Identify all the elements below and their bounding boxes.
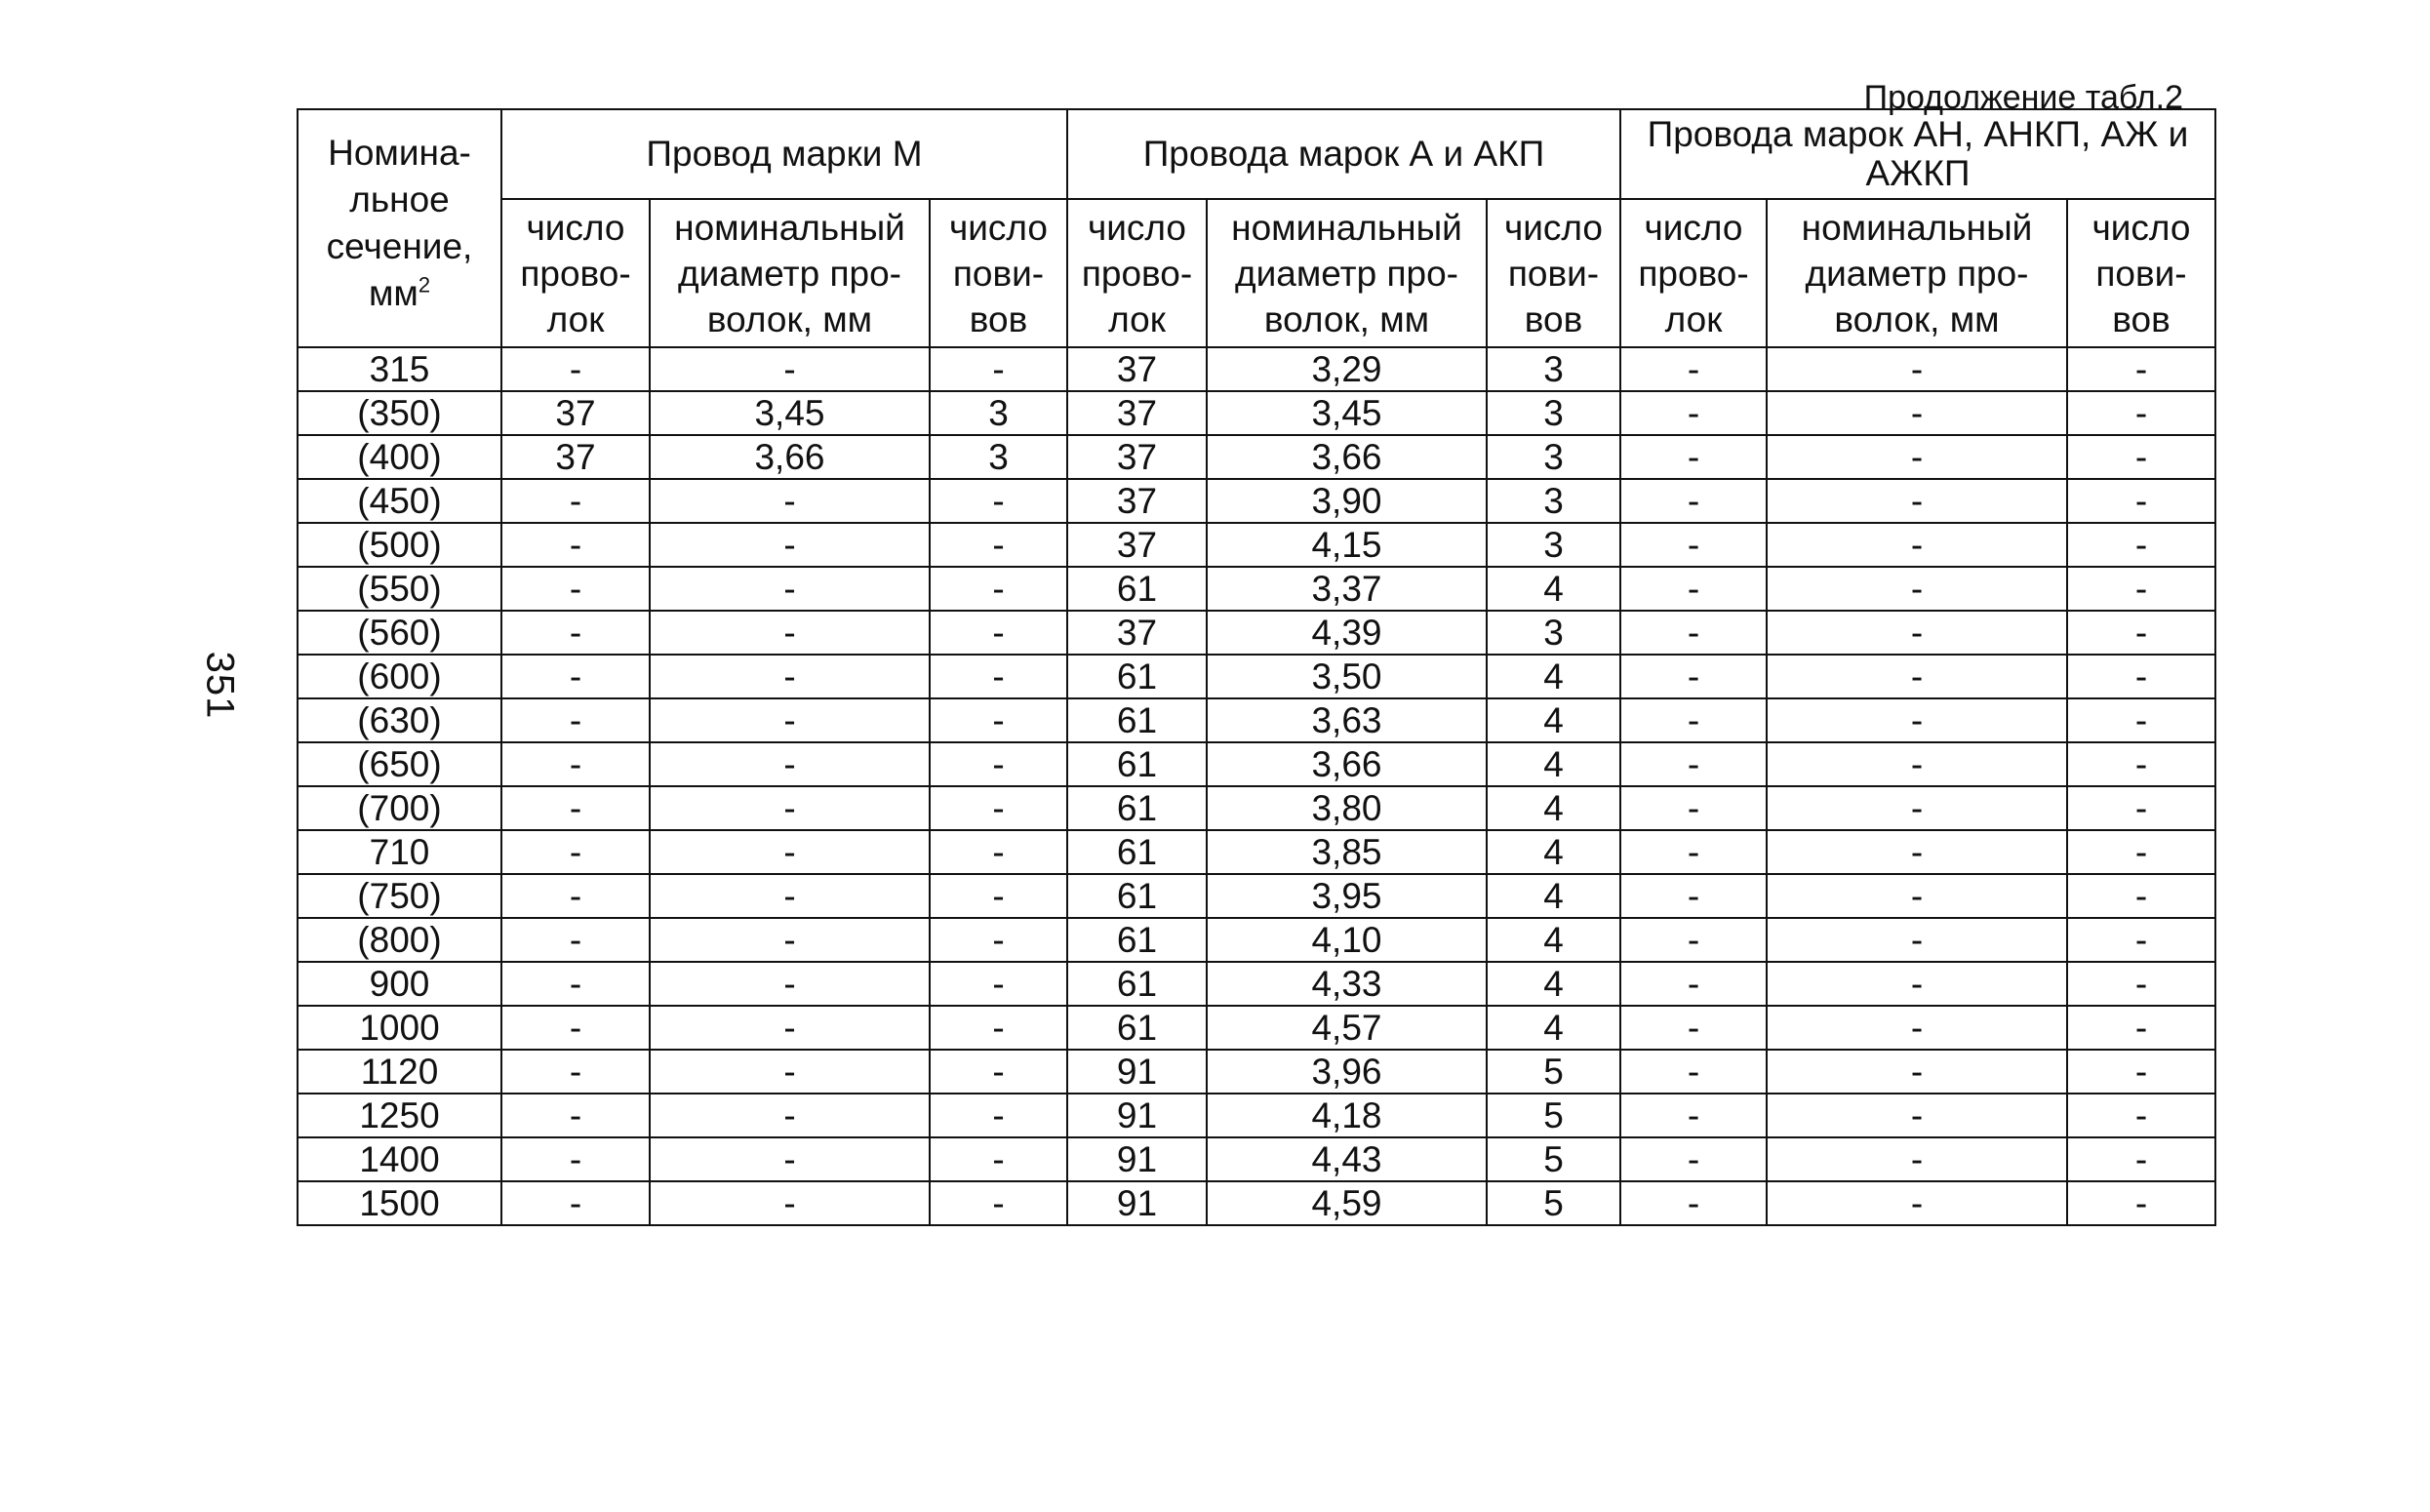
cell-a-twists: 5 xyxy=(1487,1137,1620,1181)
cell-an-twists: - xyxy=(2067,918,2215,962)
cell-an-wire-count: - xyxy=(1620,435,1767,479)
cell-m-twists: - xyxy=(930,918,1067,962)
header-sub-line: прово- xyxy=(1638,253,1749,294)
cell-nominal-section: (630) xyxy=(298,698,501,742)
cell-an-wire-diameter: - xyxy=(1767,742,2067,786)
cell-an-wire-diameter: - xyxy=(1767,523,2067,567)
cell-m-wire-count: - xyxy=(501,698,650,742)
header-sub-count-wires-2 xyxy=(1067,199,1207,347)
cell-a-wire-count: 61 xyxy=(1067,786,1207,830)
cell-an-wire-diameter: - xyxy=(1767,567,2067,611)
table-row xyxy=(298,698,2215,742)
cell-an-twists: - xyxy=(2067,786,2215,830)
cell-nominal-section: 1000 xyxy=(298,1006,501,1050)
cell-nominal-section: (350) xyxy=(298,391,501,435)
cell-m-wire-diameter: - xyxy=(650,698,930,742)
cell-m-wire-count: - xyxy=(501,1050,650,1094)
header-sub-line: волок, мм xyxy=(1263,298,1430,339)
cell-an-wire-count: - xyxy=(1620,391,1767,435)
cell-nominal-section: 1120 xyxy=(298,1050,501,1094)
table-row xyxy=(298,874,2215,918)
cell-m-twists: - xyxy=(930,1050,1067,1094)
cell-nominal-section: 1500 xyxy=(298,1181,501,1225)
cell-a-twists: 3 xyxy=(1487,479,1620,523)
cell-a-twists: 5 xyxy=(1487,1094,1620,1137)
cell-m-wire-count: - xyxy=(501,611,650,655)
cell-nominal-section: (400) xyxy=(298,435,501,479)
header-sub-diameter-1 xyxy=(650,199,930,347)
cell-a-twists: 4 xyxy=(1487,1006,1620,1050)
cell-a-wire-diameter: 3,95 xyxy=(1207,874,1487,918)
cell-an-wire-diameter: - xyxy=(1767,830,2067,874)
cell-an-wire-count: - xyxy=(1620,567,1767,611)
table-row xyxy=(298,1006,2215,1050)
cell-a-wire-count: 61 xyxy=(1067,918,1207,962)
cell-an-wire-diameter: - xyxy=(1767,1181,2067,1225)
cell-m-twists: - xyxy=(930,1094,1067,1137)
cell-m-twists: - xyxy=(930,786,1067,830)
cell-a-wire-count: 37 xyxy=(1067,611,1207,655)
header-sub-line: прово- xyxy=(1081,253,1193,294)
cell-m-twists: - xyxy=(930,698,1067,742)
cell-a-wire-diameter: 3,29 xyxy=(1207,347,1487,391)
cell-an-wire-diameter: - xyxy=(1767,698,2067,742)
cell-m-wire-count: - xyxy=(501,567,650,611)
cell-a-twists: 5 xyxy=(1487,1050,1620,1094)
header-sub-twists-3 xyxy=(2067,199,2215,347)
cell-an-twists: - xyxy=(2067,347,2215,391)
cell-a-wire-diameter: 3,45 xyxy=(1207,391,1487,435)
cell-nominal-section: (560) xyxy=(298,611,501,655)
cell-an-wire-count: - xyxy=(1620,347,1767,391)
header-sub-line: пови- xyxy=(1507,253,1600,294)
cell-nominal-section: (450) xyxy=(298,479,501,523)
cell-nominal-section: (650) xyxy=(298,742,501,786)
cell-an-twists: - xyxy=(2067,1137,2215,1181)
cell-m-wire-diameter: - xyxy=(650,918,930,962)
cell-m-twists: - xyxy=(930,830,1067,874)
header-sub-twists-2 xyxy=(1487,199,1620,347)
cell-m-wire-count: - xyxy=(501,523,650,567)
table-row xyxy=(298,611,2215,655)
cell-m-twists: - xyxy=(930,655,1067,698)
table-row xyxy=(298,347,2215,391)
header-sub-line: лок xyxy=(546,298,605,339)
cell-a-wire-diameter: 3,37 xyxy=(1207,567,1487,611)
cell-an-wire-count: - xyxy=(1620,874,1767,918)
cell-nominal-section: 710 xyxy=(298,830,501,874)
cell-a-twists: 5 xyxy=(1487,1181,1620,1225)
cell-an-wire-count: - xyxy=(1620,1050,1767,1094)
cell-an-twists: - xyxy=(2067,1094,2215,1137)
cell-m-wire-diameter: - xyxy=(650,742,930,786)
cell-a-twists: 3 xyxy=(1487,523,1620,567)
cell-an-wire-count: - xyxy=(1620,1006,1767,1050)
cell-an-twists: - xyxy=(2067,874,2215,918)
table-row xyxy=(298,655,2215,698)
cell-m-twists: - xyxy=(930,523,1067,567)
cell-an-wire-diameter: - xyxy=(1767,435,2067,479)
cell-nominal-section: (550) xyxy=(298,567,501,611)
header-sub-line: прово- xyxy=(520,253,631,294)
cell-a-twists: 3 xyxy=(1487,435,1620,479)
cell-an-wire-diameter: - xyxy=(1767,874,2067,918)
cell-an-wire-diameter: - xyxy=(1767,1050,2067,1094)
cell-a-wire-diameter: 4,33 xyxy=(1207,962,1487,1006)
cell-m-twists: - xyxy=(930,611,1067,655)
cell-m-wire-count: - xyxy=(501,1006,650,1050)
cell-an-wire-diameter: - xyxy=(1767,918,2067,962)
header-nominal-unit: мм xyxy=(368,273,418,313)
cell-an-twists: - xyxy=(2067,1181,2215,1225)
header-sub-line: число xyxy=(1087,207,1187,248)
cell-a-twists: 4 xyxy=(1487,786,1620,830)
cell-m-wire-diameter: - xyxy=(650,479,930,523)
cell-an-wire-diameter: - xyxy=(1767,391,2067,435)
table-row xyxy=(298,742,2215,786)
cell-an-wire-diameter: - xyxy=(1767,479,2067,523)
header-nominal-line-3: сечение, xyxy=(326,226,473,266)
header-row-groups xyxy=(298,109,2215,199)
cell-a-wire-count: 61 xyxy=(1067,1006,1207,1050)
header-sub-diameter-2 xyxy=(1207,199,1487,347)
cell-an-wire-diameter: - xyxy=(1767,1006,2067,1050)
cell-m-wire-diameter: - xyxy=(650,347,930,391)
cell-a-wire-diameter: 3,63 xyxy=(1207,698,1487,742)
cell-m-wire-count: 37 xyxy=(501,435,650,479)
cell-a-twists: 4 xyxy=(1487,567,1620,611)
header-sub-line: вов xyxy=(969,298,1028,339)
cell-an-wire-diameter: - xyxy=(1767,347,2067,391)
header-sub-line: вов xyxy=(2112,298,2171,339)
cell-m-twists: - xyxy=(930,347,1067,391)
header-sub-line: волок, мм xyxy=(706,298,873,339)
header-group-a-akp: Провода марок А и АКП xyxy=(1067,109,1620,199)
header-nominal-line-1: Номина- xyxy=(328,133,471,173)
cell-m-twists: - xyxy=(930,1181,1067,1225)
cell-an-wire-count: - xyxy=(1620,1181,1767,1225)
cell-m-wire-diameter: - xyxy=(650,523,930,567)
table-row xyxy=(298,523,2215,567)
header-sub-line: пови- xyxy=(952,253,1045,294)
header-nominal-section xyxy=(298,109,501,347)
cell-nominal-section: 1400 xyxy=(298,1137,501,1181)
table-row xyxy=(298,1181,2215,1225)
cell-m-twists: - xyxy=(930,1006,1067,1050)
cell-m-wire-diameter: 3,66 xyxy=(650,435,930,479)
cell-nominal-section: (500) xyxy=(298,523,501,567)
cell-an-wire-count: - xyxy=(1620,698,1767,742)
cell-a-wire-diameter: 4,59 xyxy=(1207,1181,1487,1225)
cell-m-twists: - xyxy=(930,1137,1067,1181)
cell-a-wire-count: 37 xyxy=(1067,479,1207,523)
cell-a-wire-count: 37 xyxy=(1067,391,1207,435)
header-sub-line: число xyxy=(1503,207,1604,248)
header-sub-line: номинальный xyxy=(674,207,905,248)
cell-a-twists: 3 xyxy=(1487,611,1620,655)
cell-m-wire-count: - xyxy=(501,874,650,918)
cell-m-wire-diameter: - xyxy=(650,655,930,698)
cell-m-wire-diameter: - xyxy=(650,567,930,611)
cell-a-wire-count: 91 xyxy=(1067,1181,1207,1225)
cell-a-wire-count: 61 xyxy=(1067,655,1207,698)
cell-nominal-section: (750) xyxy=(298,874,501,918)
cell-m-wire-count: - xyxy=(501,830,650,874)
cell-a-twists: 4 xyxy=(1487,742,1620,786)
cell-an-wire-diameter: - xyxy=(1767,1137,2067,1181)
cell-m-twists: 3 xyxy=(930,391,1067,435)
cell-m-wire-count: - xyxy=(501,786,650,830)
table-row xyxy=(298,567,2215,611)
cell-nominal-section: 315 xyxy=(298,347,501,391)
cell-an-twists: - xyxy=(2067,1006,2215,1050)
cell-m-wire-count: - xyxy=(501,1094,650,1137)
cell-a-twists: 4 xyxy=(1487,698,1620,742)
cell-nominal-section: (800) xyxy=(298,918,501,962)
cell-m-wire-count: - xyxy=(501,962,650,1006)
header-sub-count-wires-3 xyxy=(1620,199,1767,347)
cell-an-twists: - xyxy=(2067,435,2215,479)
cell-m-wire-count: - xyxy=(501,479,650,523)
cell-a-wire-diameter: 4,18 xyxy=(1207,1094,1487,1137)
header-sub-diameter-3 xyxy=(1767,199,2067,347)
table-row xyxy=(298,479,2215,523)
cell-an-twists: - xyxy=(2067,698,2215,742)
cell-m-wire-diameter: - xyxy=(650,786,930,830)
cell-m-twists: - xyxy=(930,742,1067,786)
header-sub-line: лок xyxy=(1108,298,1166,339)
header-sub-line: номинальный xyxy=(1801,207,2033,248)
cell-m-wire-count: - xyxy=(501,1181,650,1225)
cell-a-twists: 4 xyxy=(1487,830,1620,874)
header-sub-line: число xyxy=(2091,207,2191,248)
cell-an-wire-count: - xyxy=(1620,962,1767,1006)
cell-an-twists: - xyxy=(2067,523,2215,567)
cell-m-wire-count: 37 xyxy=(501,391,650,435)
header-sub-line: пови- xyxy=(2095,253,2187,294)
cell-m-twists: - xyxy=(930,962,1067,1006)
cell-an-twists: - xyxy=(2067,830,2215,874)
cell-an-wire-diameter: - xyxy=(1767,786,2067,830)
cell-a-wire-diameter: 3,50 xyxy=(1207,655,1487,698)
header-sub-line: диаметр про- xyxy=(678,253,901,294)
cell-a-wire-count: 61 xyxy=(1067,698,1207,742)
table-row xyxy=(298,1137,2215,1181)
cell-an-wire-count: - xyxy=(1620,523,1767,567)
cell-a-wire-diameter: 3,96 xyxy=(1207,1050,1487,1094)
cell-a-wire-diameter: 3,66 xyxy=(1207,435,1487,479)
cell-a-wire-count: 91 xyxy=(1067,1050,1207,1094)
cell-m-wire-count: - xyxy=(501,655,650,698)
header-sub-line: число xyxy=(526,207,625,248)
cell-a-wire-diameter: 4,15 xyxy=(1207,523,1487,567)
cell-m-twists: - xyxy=(930,874,1067,918)
header-sub-count-wires-1 xyxy=(501,199,650,347)
cell-an-twists: - xyxy=(2067,1050,2215,1094)
header-group-an-ankp: Провода марок АН, АНКП, АЖ и АЖКП xyxy=(1620,109,2215,199)
cell-m-wire-diameter: - xyxy=(650,1050,930,1094)
cell-a-twists: 3 xyxy=(1487,347,1620,391)
cell-an-twists: - xyxy=(2067,742,2215,786)
header-sub-line: лок xyxy=(1664,298,1723,339)
cell-an-wire-diameter: - xyxy=(1767,962,2067,1006)
cell-nominal-section: 900 xyxy=(298,962,501,1006)
header-sub-line: диаметр про- xyxy=(1805,253,2029,294)
cell-m-wire-diameter: - xyxy=(650,611,930,655)
cell-an-wire-count: - xyxy=(1620,611,1767,655)
cell-m-wire-diameter: - xyxy=(650,1006,930,1050)
wire-parameters-table xyxy=(297,108,2216,1226)
table-body xyxy=(298,347,2215,1225)
cell-m-twists: - xyxy=(930,479,1067,523)
table-row xyxy=(298,1094,2215,1137)
header-sub-line: диаметр про- xyxy=(1235,253,1458,294)
cell-a-twists: 4 xyxy=(1487,874,1620,918)
table-continuation-caption: Продолжение табл.2 xyxy=(1863,79,2183,116)
cell-an-wire-count: - xyxy=(1620,742,1767,786)
cell-a-wire-count: 61 xyxy=(1067,742,1207,786)
cell-a-wire-count: 91 xyxy=(1067,1094,1207,1137)
header-sub-line: число xyxy=(1644,207,1743,248)
cell-a-wire-diameter: 4,39 xyxy=(1207,611,1487,655)
table-row xyxy=(298,435,2215,479)
cell-a-wire-diameter: 3,85 xyxy=(1207,830,1487,874)
cell-an-wire-count: - xyxy=(1620,830,1767,874)
cell-m-wire-diameter: - xyxy=(650,1137,930,1181)
cell-a-wire-count: 61 xyxy=(1067,567,1207,611)
header-sub-line: число xyxy=(948,207,1049,248)
cell-a-wire-count: 37 xyxy=(1067,347,1207,391)
cell-an-wire-diameter: - xyxy=(1767,1094,2067,1137)
cell-m-wire-diameter: - xyxy=(650,830,930,874)
cell-m-wire-count: - xyxy=(501,1137,650,1181)
cell-m-wire-count: - xyxy=(501,918,650,962)
cell-an-wire-count: - xyxy=(1620,479,1767,523)
cell-a-twists: 3 xyxy=(1487,391,1620,435)
cell-a-wire-count: 37 xyxy=(1067,435,1207,479)
cell-a-wire-diameter: 3,80 xyxy=(1207,786,1487,830)
cell-a-wire-diameter: 4,43 xyxy=(1207,1137,1487,1181)
header-sub-line: вов xyxy=(1524,298,1583,339)
header-nominal-unit-sup: 2 xyxy=(418,272,431,298)
cell-an-wire-count: - xyxy=(1620,1094,1767,1137)
header-row-sub xyxy=(298,199,2215,347)
cell-a-wire-count: 37 xyxy=(1067,523,1207,567)
cell-an-twists: - xyxy=(2067,479,2215,523)
table-row xyxy=(298,1050,2215,1094)
cell-an-wire-count: - xyxy=(1620,918,1767,962)
cell-an-twists: - xyxy=(2067,391,2215,435)
cell-an-wire-count: - xyxy=(1620,1137,1767,1181)
cell-m-twists: 3 xyxy=(930,435,1067,479)
cell-m-wire-diameter: - xyxy=(650,1181,930,1225)
table-row xyxy=(298,786,2215,830)
table-row xyxy=(298,391,2215,435)
cell-an-wire-count: - xyxy=(1620,655,1767,698)
cell-a-wire-diameter: 4,10 xyxy=(1207,918,1487,962)
cell-a-wire-count: 61 xyxy=(1067,830,1207,874)
cell-an-wire-diameter: - xyxy=(1767,611,2067,655)
cell-an-wire-count: - xyxy=(1620,786,1767,830)
cell-a-wire-diameter: 3,66 xyxy=(1207,742,1487,786)
cell-an-twists: - xyxy=(2067,655,2215,698)
cell-nominal-section: (600) xyxy=(298,655,501,698)
header-nominal-line-4 xyxy=(299,270,500,317)
cell-nominal-section: 1250 xyxy=(298,1094,501,1137)
cell-a-twists: 4 xyxy=(1487,918,1620,962)
header-sub-twists-1 xyxy=(930,199,1067,347)
cell-m-wire-count: - xyxy=(501,742,650,786)
cell-m-wire-diameter: - xyxy=(650,1094,930,1137)
cell-m-twists: - xyxy=(930,567,1067,611)
header-nominal-line-2: льное xyxy=(349,179,450,219)
cell-an-wire-diameter: - xyxy=(1767,655,2067,698)
header-sub-line: номинальный xyxy=(1231,207,1462,248)
cell-m-wire-diameter: - xyxy=(650,962,930,1006)
table-row xyxy=(298,918,2215,962)
table-row xyxy=(298,830,2215,874)
cell-an-twists: - xyxy=(2067,962,2215,1006)
cell-m-wire-diameter: 3,45 xyxy=(650,391,930,435)
cell-m-wire-count: - xyxy=(501,347,650,391)
cell-nominal-section: (700) xyxy=(298,786,501,830)
cell-a-twists: 4 xyxy=(1487,962,1620,1006)
cell-a-wire-count: 91 xyxy=(1067,1137,1207,1181)
page-number: 351 xyxy=(198,651,242,720)
cell-m-wire-diameter: - xyxy=(650,874,930,918)
cell-a-wire-count: 61 xyxy=(1067,874,1207,918)
cell-a-twists: 4 xyxy=(1487,655,1620,698)
table-row xyxy=(298,962,2215,1006)
cell-a-wire-diameter: 3,90 xyxy=(1207,479,1487,523)
cell-an-twists: - xyxy=(2067,567,2215,611)
header-group-m: Провод марки М xyxy=(501,109,1067,199)
cell-an-twists: - xyxy=(2067,611,2215,655)
cell-a-wire-diameter: 4,57 xyxy=(1207,1006,1487,1050)
header-sub-line: волок, мм xyxy=(1834,298,2000,339)
cell-a-wire-count: 61 xyxy=(1067,962,1207,1006)
